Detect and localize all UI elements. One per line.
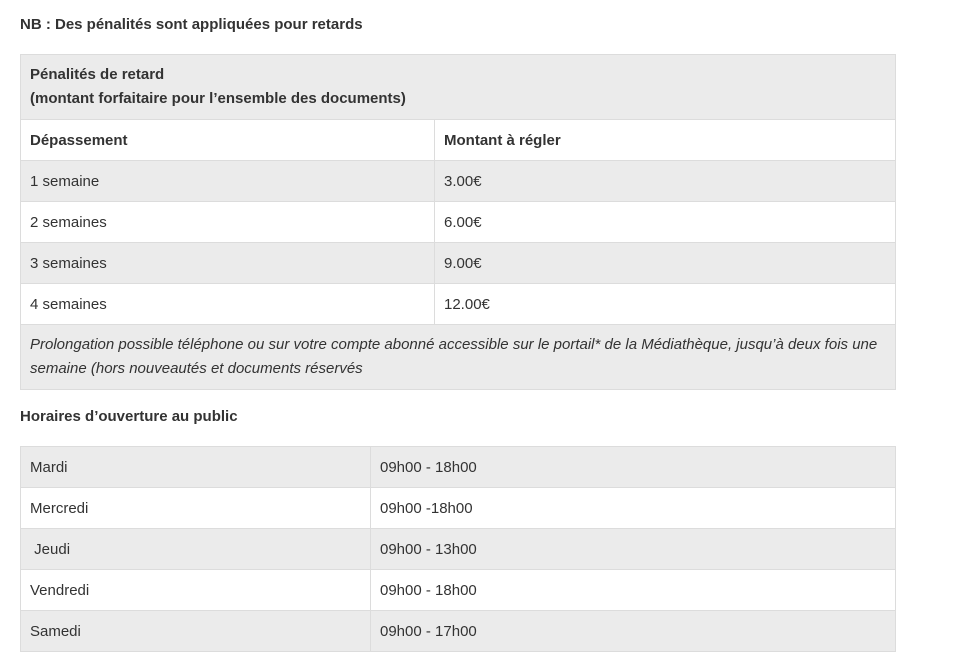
amount-cell: 3.00€ bbox=[435, 161, 896, 202]
opening-hours-title: Horaires d’ouverture au public bbox=[20, 408, 238, 425]
table-footnote-row bbox=[21, 325, 896, 390]
time-cell: 09h00 - 18h00 bbox=[371, 570, 896, 611]
time-cell: 09h00 - 18h00 bbox=[371, 447, 896, 488]
penalty-table bbox=[20, 54, 896, 390]
table-row bbox=[21, 488, 896, 529]
delay-cell: 1 semaine bbox=[21, 161, 435, 202]
column-header-amount: Montant à régler bbox=[435, 120, 896, 161]
day-cell: Vendredi bbox=[21, 570, 371, 611]
caption-title: Pénalités de retard bbox=[30, 66, 165, 83]
caption-subtitle: (montant forfaitaire pour l’ensemble des documents) bbox=[30, 90, 406, 107]
column-header-delay: Dépassement bbox=[21, 120, 435, 161]
extension-footnote: Prolongation possible téléphone ou sur votre compte abonné accessible sur le portail* de la Médiathèque, jusqu’à deux fois une semaine (hors nouveautés et documents réservés bbox=[21, 325, 896, 390]
table-row bbox=[21, 161, 896, 202]
amount-cell: 6.00€ bbox=[435, 202, 896, 243]
day-cell: Samedi bbox=[21, 611, 371, 652]
time-cell: 09h00 - 13h00 bbox=[371, 529, 896, 570]
table-row bbox=[21, 202, 896, 243]
day-cell: Mardi bbox=[21, 447, 371, 488]
opening-hours-table bbox=[20, 446, 896, 652]
table-row bbox=[21, 243, 896, 284]
table-row bbox=[21, 570, 896, 611]
amount-cell: 12.00€ bbox=[435, 284, 896, 325]
table-caption-row bbox=[21, 55, 896, 120]
amount-cell: 9.00€ bbox=[435, 243, 896, 284]
time-cell: 09h00 - 17h00 bbox=[371, 611, 896, 652]
table-header-row bbox=[21, 120, 896, 161]
table-row bbox=[21, 611, 896, 652]
table-row bbox=[21, 284, 896, 325]
delay-cell: 3 semaines bbox=[21, 243, 435, 284]
delay-cell: 4 semaines bbox=[21, 284, 435, 325]
table-row bbox=[21, 447, 896, 488]
table-row bbox=[21, 529, 896, 570]
time-cell: 09h00 -18h00 bbox=[371, 488, 896, 529]
penalty-notice: NB : Des pénalités sont appliquées pour retards bbox=[20, 16, 363, 33]
day-cell: Jeudi bbox=[21, 529, 371, 570]
table-caption bbox=[21, 55, 896, 120]
delay-cell: 2 semaines bbox=[21, 202, 435, 243]
day-cell: Mercredi bbox=[21, 488, 371, 529]
